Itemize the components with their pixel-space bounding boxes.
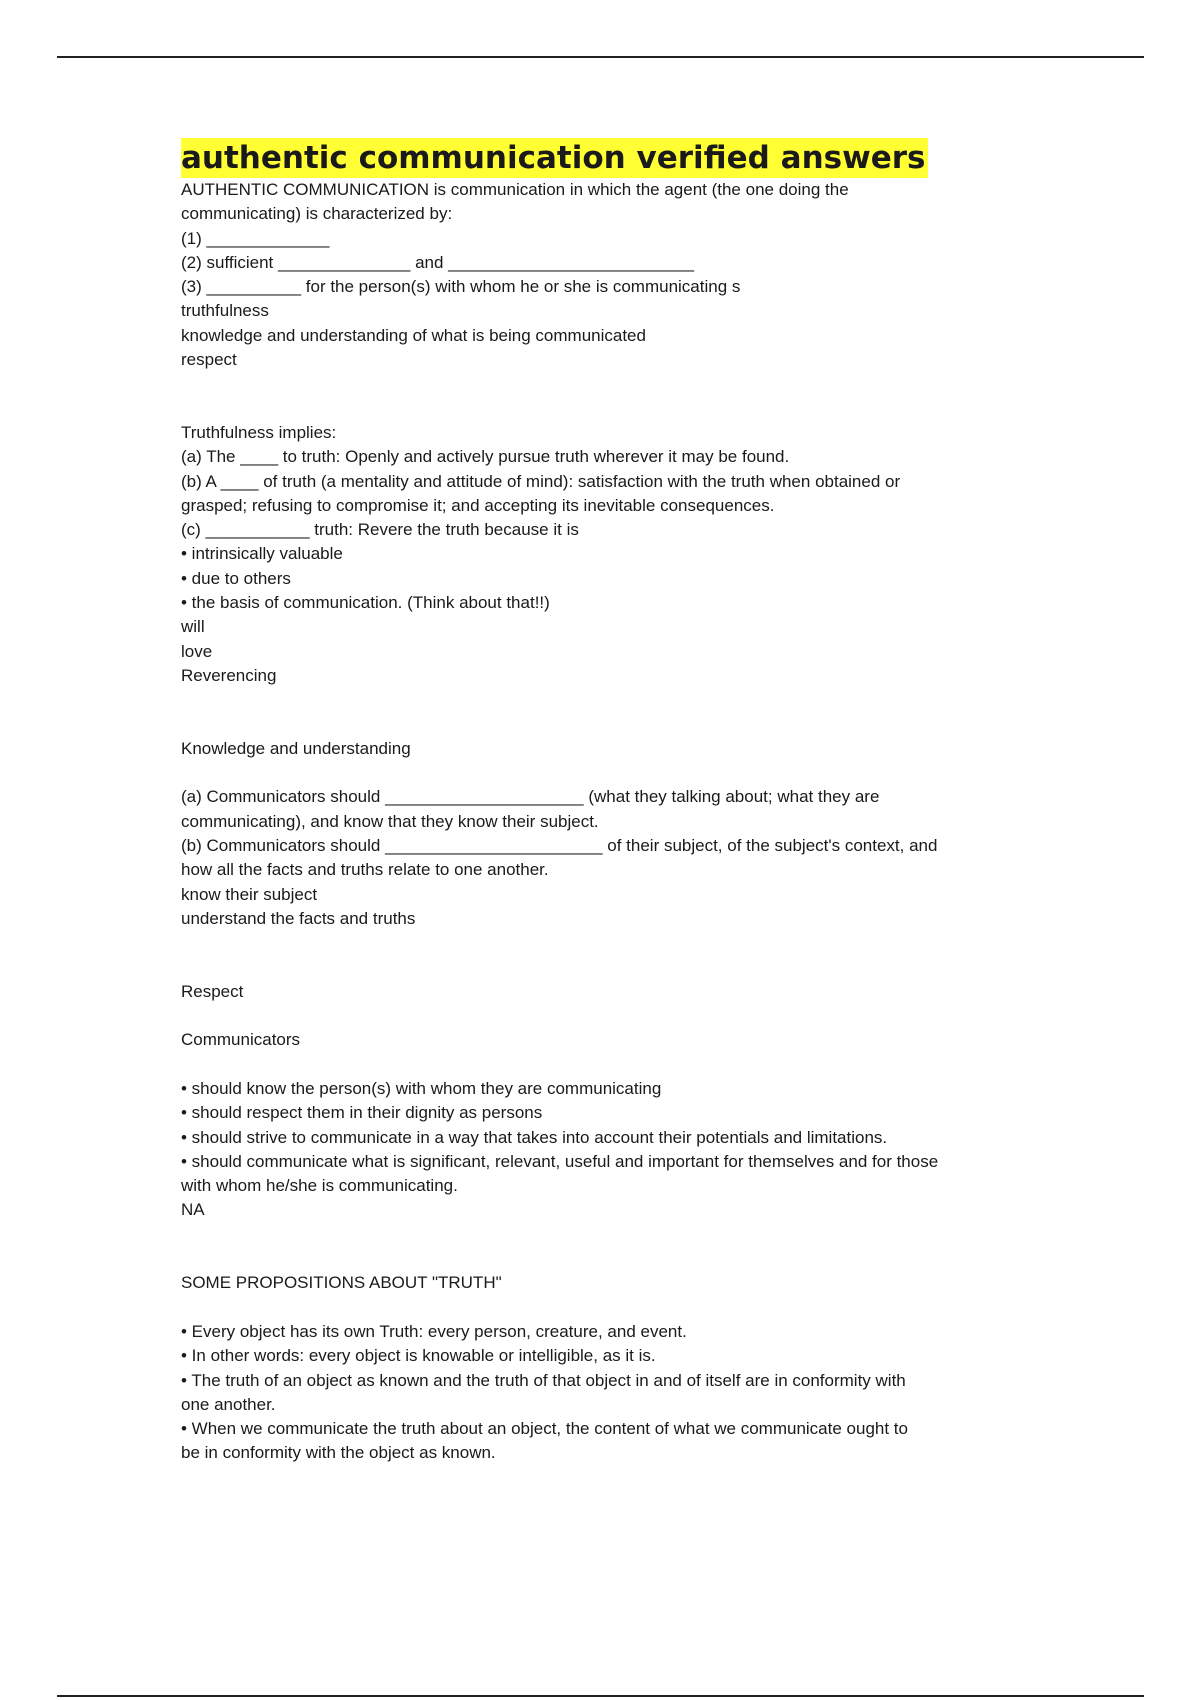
text-line: (b) A ____ of truth (a mentality and attitude of mind): satisfaction with the truth when obtained or bbox=[181, 471, 901, 491]
text-line: Knowledge and understanding bbox=[181, 738, 411, 758]
text-line: • should know the person(s) with whom they are communicating bbox=[181, 1078, 662, 1098]
text-line: (a) The ____ to truth: Openly and actively pursue truth wherever it may be found. bbox=[181, 447, 790, 467]
text-line: • the basis of communication. (Think about that!!) bbox=[181, 593, 550, 613]
blank-line bbox=[181, 931, 1041, 955]
text-line: • due to others bbox=[181, 568, 291, 588]
text-line: communicating) is characterized by: bbox=[181, 204, 453, 224]
blank-line bbox=[181, 1247, 1041, 1271]
text-line: • should communicate what is significant, relevant, useful and important for themselves and for those bbox=[181, 1151, 939, 1171]
blank-line bbox=[181, 761, 1041, 785]
text-line: with whom he/she is communicating. bbox=[181, 1176, 458, 1196]
blank-line bbox=[181, 397, 1041, 421]
text-line: • intrinsically valuable bbox=[181, 544, 343, 564]
blank-line bbox=[181, 688, 1041, 712]
text-line: (2) sufficient ______________ and __________________________ bbox=[181, 252, 694, 272]
blank-line bbox=[181, 372, 1041, 396]
text-line: know their subject bbox=[181, 884, 318, 904]
text-line: (1) _____________ bbox=[181, 228, 330, 248]
text-line: truthfulness bbox=[181, 301, 269, 321]
text-line: be in conformity with the object as known. bbox=[181, 1443, 496, 1463]
text-line: NA bbox=[181, 1200, 205, 1220]
text-line: how all the facts and truths relate to one another. bbox=[181, 860, 549, 880]
text-line: one another. bbox=[181, 1394, 276, 1414]
document-title: authentic communication verified answers bbox=[181, 140, 926, 176]
header-rule bbox=[57, 56, 1144, 58]
blank-line bbox=[181, 1053, 1041, 1077]
text-line: (a) Communicators should _____________________ (what they talking about; what they are bbox=[181, 787, 880, 807]
text-line: will bbox=[181, 617, 205, 637]
text-line: (3) __________ for the person(s) with whom he or she is communicating s bbox=[181, 277, 741, 297]
text-line: communicating), and know that they know their subject. bbox=[181, 811, 599, 831]
text-line: Respect bbox=[181, 981, 244, 1001]
text-line: • should strive to communicate in a way that takes into account their potentials and limitations. bbox=[181, 1127, 888, 1147]
blank-line bbox=[181, 1223, 1041, 1247]
text-line: (c) ___________ truth: Revere the truth because it is bbox=[181, 520, 579, 540]
text-line: Reverencing bbox=[181, 665, 277, 685]
document-text bbox=[181, 178, 1041, 1466]
text-line: SOME PROPOSITIONS ABOUT "TRUTH" bbox=[181, 1273, 502, 1293]
text-line: grasped; refusing to compromise it; and accepting its inevitable consequences. bbox=[181, 495, 775, 515]
text-line: respect bbox=[181, 350, 237, 370]
text-line: understand the facts and truths bbox=[181, 908, 416, 928]
text-line: knowledge and understanding of what is being communicated bbox=[181, 325, 646, 345]
document-body bbox=[181, 138, 1041, 1466]
text-line: Truthfulness implies: bbox=[181, 422, 337, 442]
blank-line bbox=[181, 1296, 1041, 1320]
blank-line bbox=[181, 956, 1041, 980]
text-line: love bbox=[181, 641, 213, 661]
blank-line bbox=[181, 1004, 1041, 1028]
blank-line bbox=[181, 713, 1041, 737]
text-line: • should respect them in their dignity as persons bbox=[181, 1103, 543, 1123]
text-line: • When we communicate the truth about an object, the content of what we communicate ought to bbox=[181, 1419, 908, 1439]
text-line: (b) Communicators should _______________________ of their subject, of the subject's context, and bbox=[181, 836, 938, 856]
text-line: • The truth of an object as known and the truth of that object in and of itself are in conformity with bbox=[181, 1370, 906, 1390]
text-line: AUTHENTIC COMMUNICATION is communication in which the agent (the one doing the bbox=[181, 180, 849, 199]
footer-rule bbox=[57, 1695, 1144, 1697]
text-line: • In other words: every object is knowable or intelligible, as it is. bbox=[181, 1346, 656, 1366]
text-line: • Every object has its own Truth: every person, creature, and event. bbox=[181, 1321, 687, 1341]
text-line: Communicators bbox=[181, 1030, 301, 1050]
